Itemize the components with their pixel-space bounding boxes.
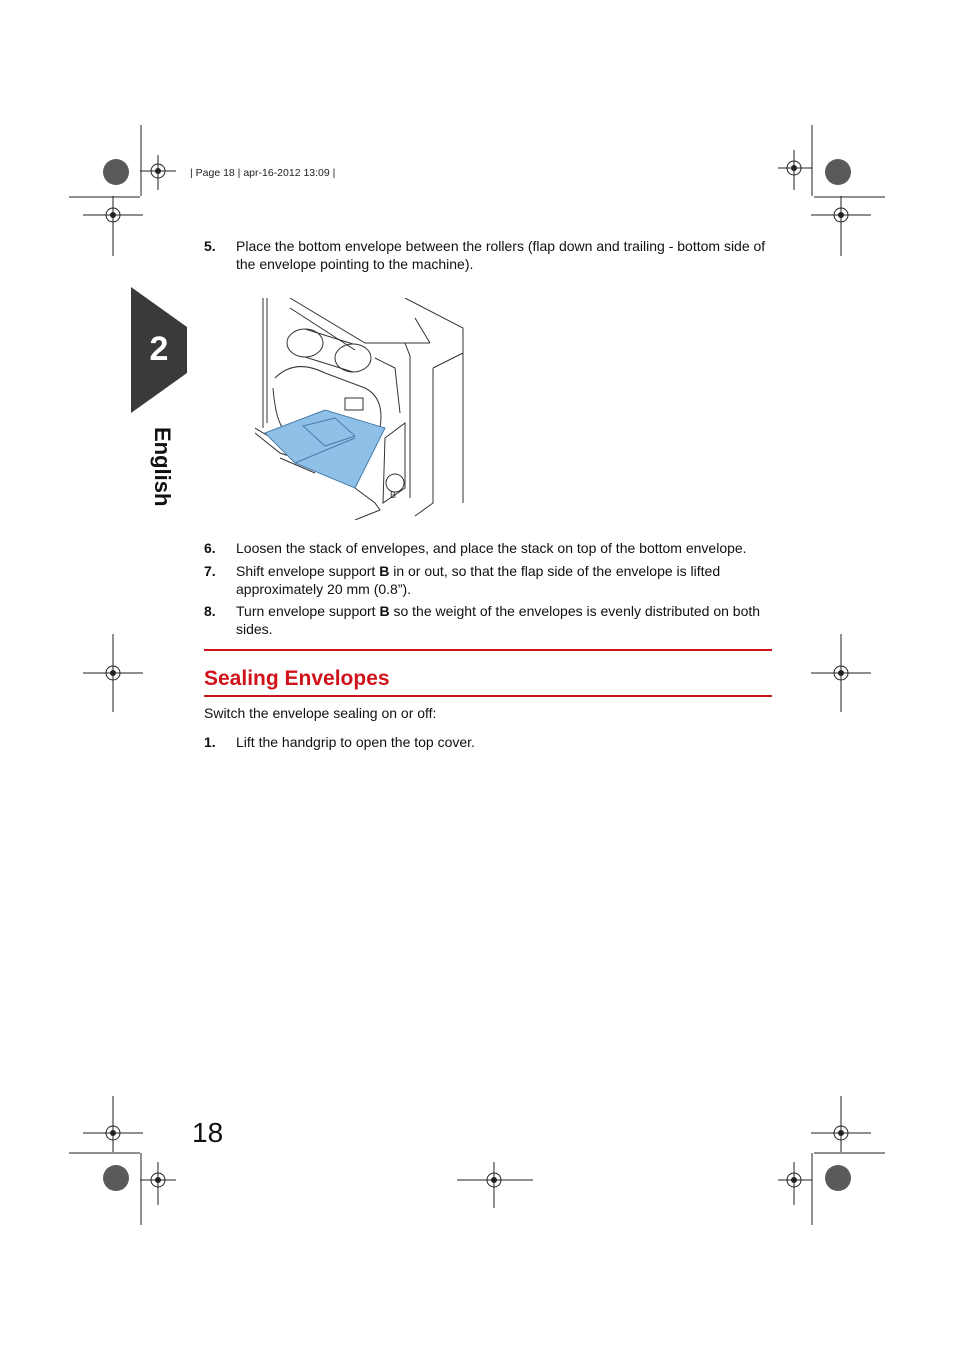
step-number: 5. xyxy=(204,238,216,254)
envelope-feeder-illustration xyxy=(255,298,465,520)
support-label: B xyxy=(379,603,390,619)
language-label: English xyxy=(150,427,175,507)
step-number: 7. xyxy=(204,563,216,579)
step-text xyxy=(236,562,776,598)
list-item xyxy=(204,562,776,598)
list-item xyxy=(204,539,776,557)
step-number: 6. xyxy=(204,540,216,556)
support-b-label: B xyxy=(390,490,397,500)
list-item xyxy=(204,733,776,751)
step-text-end: so the weight of the envelopes is evenly distributed on both sides. xyxy=(236,603,761,637)
support-label: B xyxy=(379,563,390,579)
step-text-start: Shift envelope support xyxy=(236,563,380,579)
section-rule-top xyxy=(204,649,772,651)
section-rule-bottom xyxy=(204,695,772,697)
print-info-header: | Page 18 | apr-16-2012 13:09 | xyxy=(190,167,336,179)
step-number: 8. xyxy=(204,603,216,619)
step-text: Place the bottom envelope between the rollers (flap down and trailing - bottom side of the envelope pointing to the machine). xyxy=(236,238,766,272)
step-number: 1. xyxy=(204,734,216,750)
chapter-number: 2 xyxy=(149,330,169,368)
step-text xyxy=(236,602,776,638)
step-text: Loosen the stack of envelopes, and place the stack on top of the bottom envelope. xyxy=(236,540,747,556)
step-text: Lift the handgrip to open the top cover. xyxy=(236,734,475,750)
step-text-end: in or out, so that the flap side of the envelope is lifted approximately 20 mm (0.8”). xyxy=(236,563,721,597)
list-item xyxy=(204,237,776,273)
section-intro: Switch the envelope sealing on or off: xyxy=(204,705,437,721)
step-text-start: Turn envelope support xyxy=(236,603,380,619)
page-number: 18 xyxy=(192,1117,224,1148)
section-title: Sealing Envelopes xyxy=(204,667,390,690)
list-item xyxy=(204,602,776,638)
